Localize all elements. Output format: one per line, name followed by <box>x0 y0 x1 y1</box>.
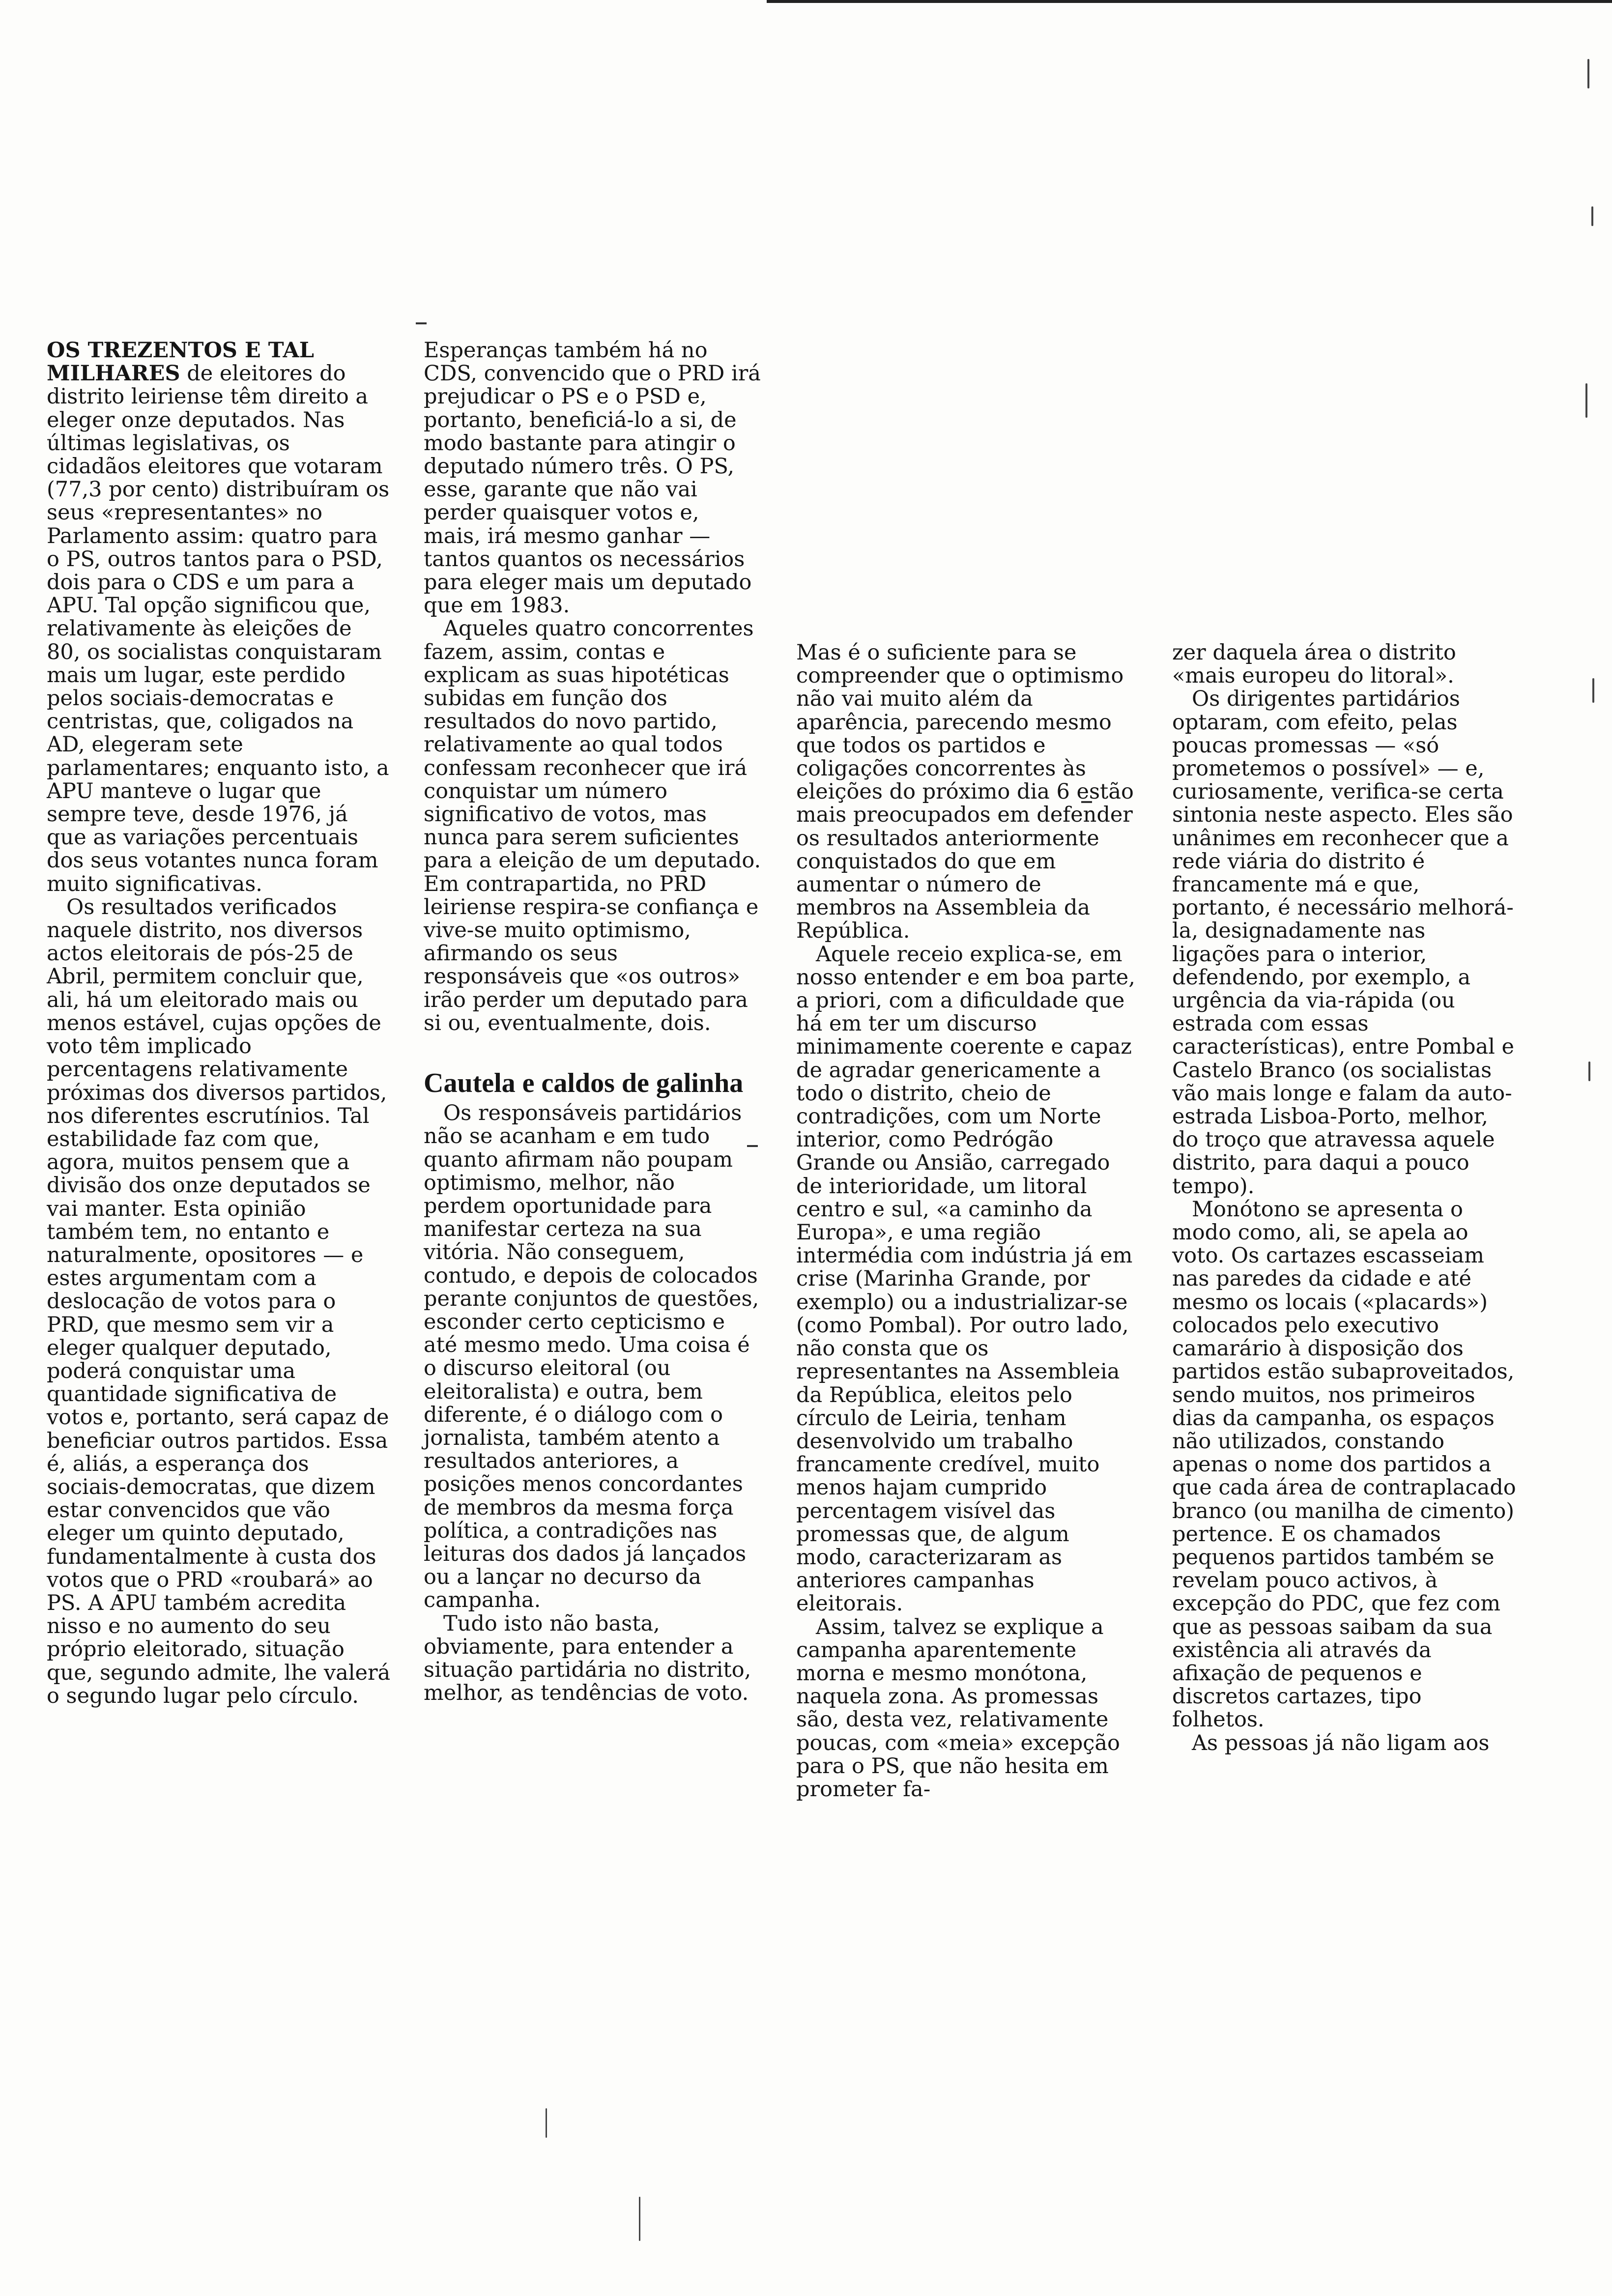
scan-speck <box>1591 206 1593 226</box>
top-rule <box>767 0 1612 3</box>
article-column-4 <box>1172 641 1516 1755</box>
paragraph: As pessoas já não ligam aos <box>1192 1730 1490 1755</box>
column-dash <box>416 322 427 324</box>
subheading: Cautela e caldos de galinha <box>424 1068 744 1099</box>
paragraph: Os dirigentes partidários optaram, com efeito, pelas poucas promessas — «só prometemos o possível» — e, curiosamente, verifica-se certa sintonia neste aspecto. Eles são unânimes em reconhecer que a rede viária do distrito é francamente má e que, portanto, é necessário melhorá-la, designadamente nas ligações para o interior, defendendo, por exemplo, a urgência da via-rápida (ou estrada com essas características), entre Pombal e Castelo Branco (os socialistas vão mais longe e falam da auto-estrada Lisboa-Porto, melhor, do troço que atravessa aquele distrito, para daqui a pouco tempo). <box>1172 687 1514 1199</box>
scan-speck <box>639 2197 640 2241</box>
scan-speck <box>1592 678 1594 703</box>
scan-speck <box>1587 59 1589 88</box>
paragraph: Os responsáveis partidários não se acanham e em tudo quanto afirmam não poupam optimismo, melhor, não perdem oportunidade para manifestar certeza na sua vitória. Não conseguem, contudo, e depois de colocados perante conjuntos de questões, esconder certo cepticismo e até mesmo medo. Uma coisa é o discurso eleitoral (ou eleitoralista) e outra, bem diferente, é o diálogo com o jornalista, também atento a resultados anteriores, a posições menos concordantes de membros da mesma força política, a contradições nas leituras dos dados já lançados ou a lançar no decurso da campanha. <box>424 1101 759 1613</box>
scan-speck <box>1585 383 1587 418</box>
paragraph: Aqueles quatro concorrentes fazem, assim, contas e explicam as suas hipotéticas subidas em função dos resultados do novo partido, relativamente ao qual todos confessam reconhecer que irá conquistar um número significativo de votos, mas nunca para serem suficientes para a eleição de um deputado. Em contrapartida, no PRD leiriense respira-se confiança e vive-se muito optimismo, afirmando os seus responsáveis que «os outros» irão perder um deputado para si ou, eventualmente, dois. <box>424 616 761 1035</box>
paragraph: zer daquela área o distrito «mais europeu do litoral». <box>1172 640 1456 689</box>
paragraph: Aquele receio explica-se, em nosso entender e em boa parte, a priori, com a dificuldade que há em ter um discurso minimamente coerente e capaz de agradar genericamente a todo o distrito, cheio de contradições, com um Norte interior, como Pedrógão Grande ou Ansião, carregado de interioridade, um litoral centro e sul, «a caminho da Europa», e uma região intermédia com indústria já em crise (Marinha Grande, por exemplo) ou a industrializar-se (como Pombal). Por outro lado, não consta que os representantes na Assembleia da República, eleitos pelo círculo de Leiria, tenham desenvolvido um trabalho francamente credível, muito menos hajam cumprido percentagem visível das promessas que, de algum modo, caracterizaram as anteriores campanhas eleitorais. <box>796 942 1135 1616</box>
paragraph: Esperanças também há no CDS, convencido que o PRD irá prejudicar o PS e o PSD e, portanto, beneficiá-lo a si, de modo bastante para atingir o deputado número três. O PS, esse, garante que não vai perder quaisquer votos e, mais, irá mesmo ganhar — tantos quantos os necessários para eleger mais um deputado que em 1983. <box>424 338 761 618</box>
paragraph: Tudo isto não basta, obviamente, para entender a situação partidária no distrito, melhor, as tendências de voto. <box>424 1611 751 1706</box>
scan-speck <box>546 2108 547 2138</box>
paragraph: de eleitores do distrito leiriense têm direito a eleger onze deputados. Nas últimas legislativas, os cidadãos eleitores que votaram (77,3 por cento) distribuíram os seus «representantes» no Parlamento assim: quatro para o PS, outros tantos para o PSD, dois para o CDS e um para a APU. Tal opção significou que, relativamente às eleições de 80, os socialistas conquistaram mais um lugar, este perdido pelos sociais-democratas e centristas, que, coligados na AD, elegeram sete parlamentares; enquanto isto, a APU manteve o lugar que sempre teve, desde 1976, já que as variações percentuais dos seus votantes nunca foram muito significativas. <box>47 361 390 896</box>
paragraph: Os resultados verificados naquele distrito, nos diversos actos eleitorais de pós-25 de Abril, permitem concluir que, ali, há um eleitorado mais ou menos estável, cujas opções de voto têm implicado percentagens relativamente próximas dos diversos partidos, nos diferentes escrutínios. Tal estabilidade faz com que, agora, muitos pensem que a divisão dos onze deputados se vai manter. Esta opinião também tem, no entanto e naturalmente, opositores — e estes argumentam com a deslocação de votos para o PRD, que mesmo sem vir a eleger qualquer deputado, poderá conquistar uma quantidade significativa de votos e, portanto, será capaz de beneficiar outros partidos. Essa é, aliás, a esperança dos sociais-democratas, que dizem estar convencidos que vão eleger um quinto deputado, fundamentalmente à custa dos votos que o PRD «roubará» ao PS. A APU também acredita nisso e no aumento do seu próprio eleitorado, situação que, segundo admite, lhe valerá o segundo lugar pelo círculo. <box>47 894 391 1708</box>
scan-speck <box>1588 1062 1590 1081</box>
paragraph: Monótono se apresenta o modo como, ali, se apela ao voto. Os cartazes escasseiam nas paredes da cidade e até mesmo os locais («placards») colocados pelo executivo camarário à disposição dos partidos estão subaproveitados, sendo muitos, nos primeiros dias da campanha, os espaços não utilizados, constando apenas o nome dos partidos a que cada área de contraplacado branco (ou manilha de cimento) pertence. E os chamados pequenos partidos também se revelam pouco activos, à excepção do PDC, que fez com que as pessoas saibam da sua existência ali através da afixação de pequenos e discretos cartazes, tipo folhetos. <box>1172 1197 1516 1732</box>
article-column-2 <box>424 339 763 1705</box>
paragraph: Assim, talvez se explique a campanha aparentemente morna e mesmo monótona, naquela zona. As promessas são, desta vez, relativamente poucas, com «meia» excepção para o PS, que não hesita em prometer fa- <box>796 1614 1120 1802</box>
paragraph: Mas é o suficiente para se compreender que o optimismo não vai muito além da aparência, parecendo mesmo que todos os partidos e coligações concorrentes às eleições do próximo dia 6 estão mais preocupados em defender os resultados anteriormente conquistados do que em aumentar o número de membros na Assembleia da República. <box>796 640 1134 944</box>
article-column-3 <box>796 641 1135 1801</box>
lead-in: OS TREZENTOS E TAL MILHARES <box>47 338 314 386</box>
article-column-1 <box>47 339 391 1708</box>
